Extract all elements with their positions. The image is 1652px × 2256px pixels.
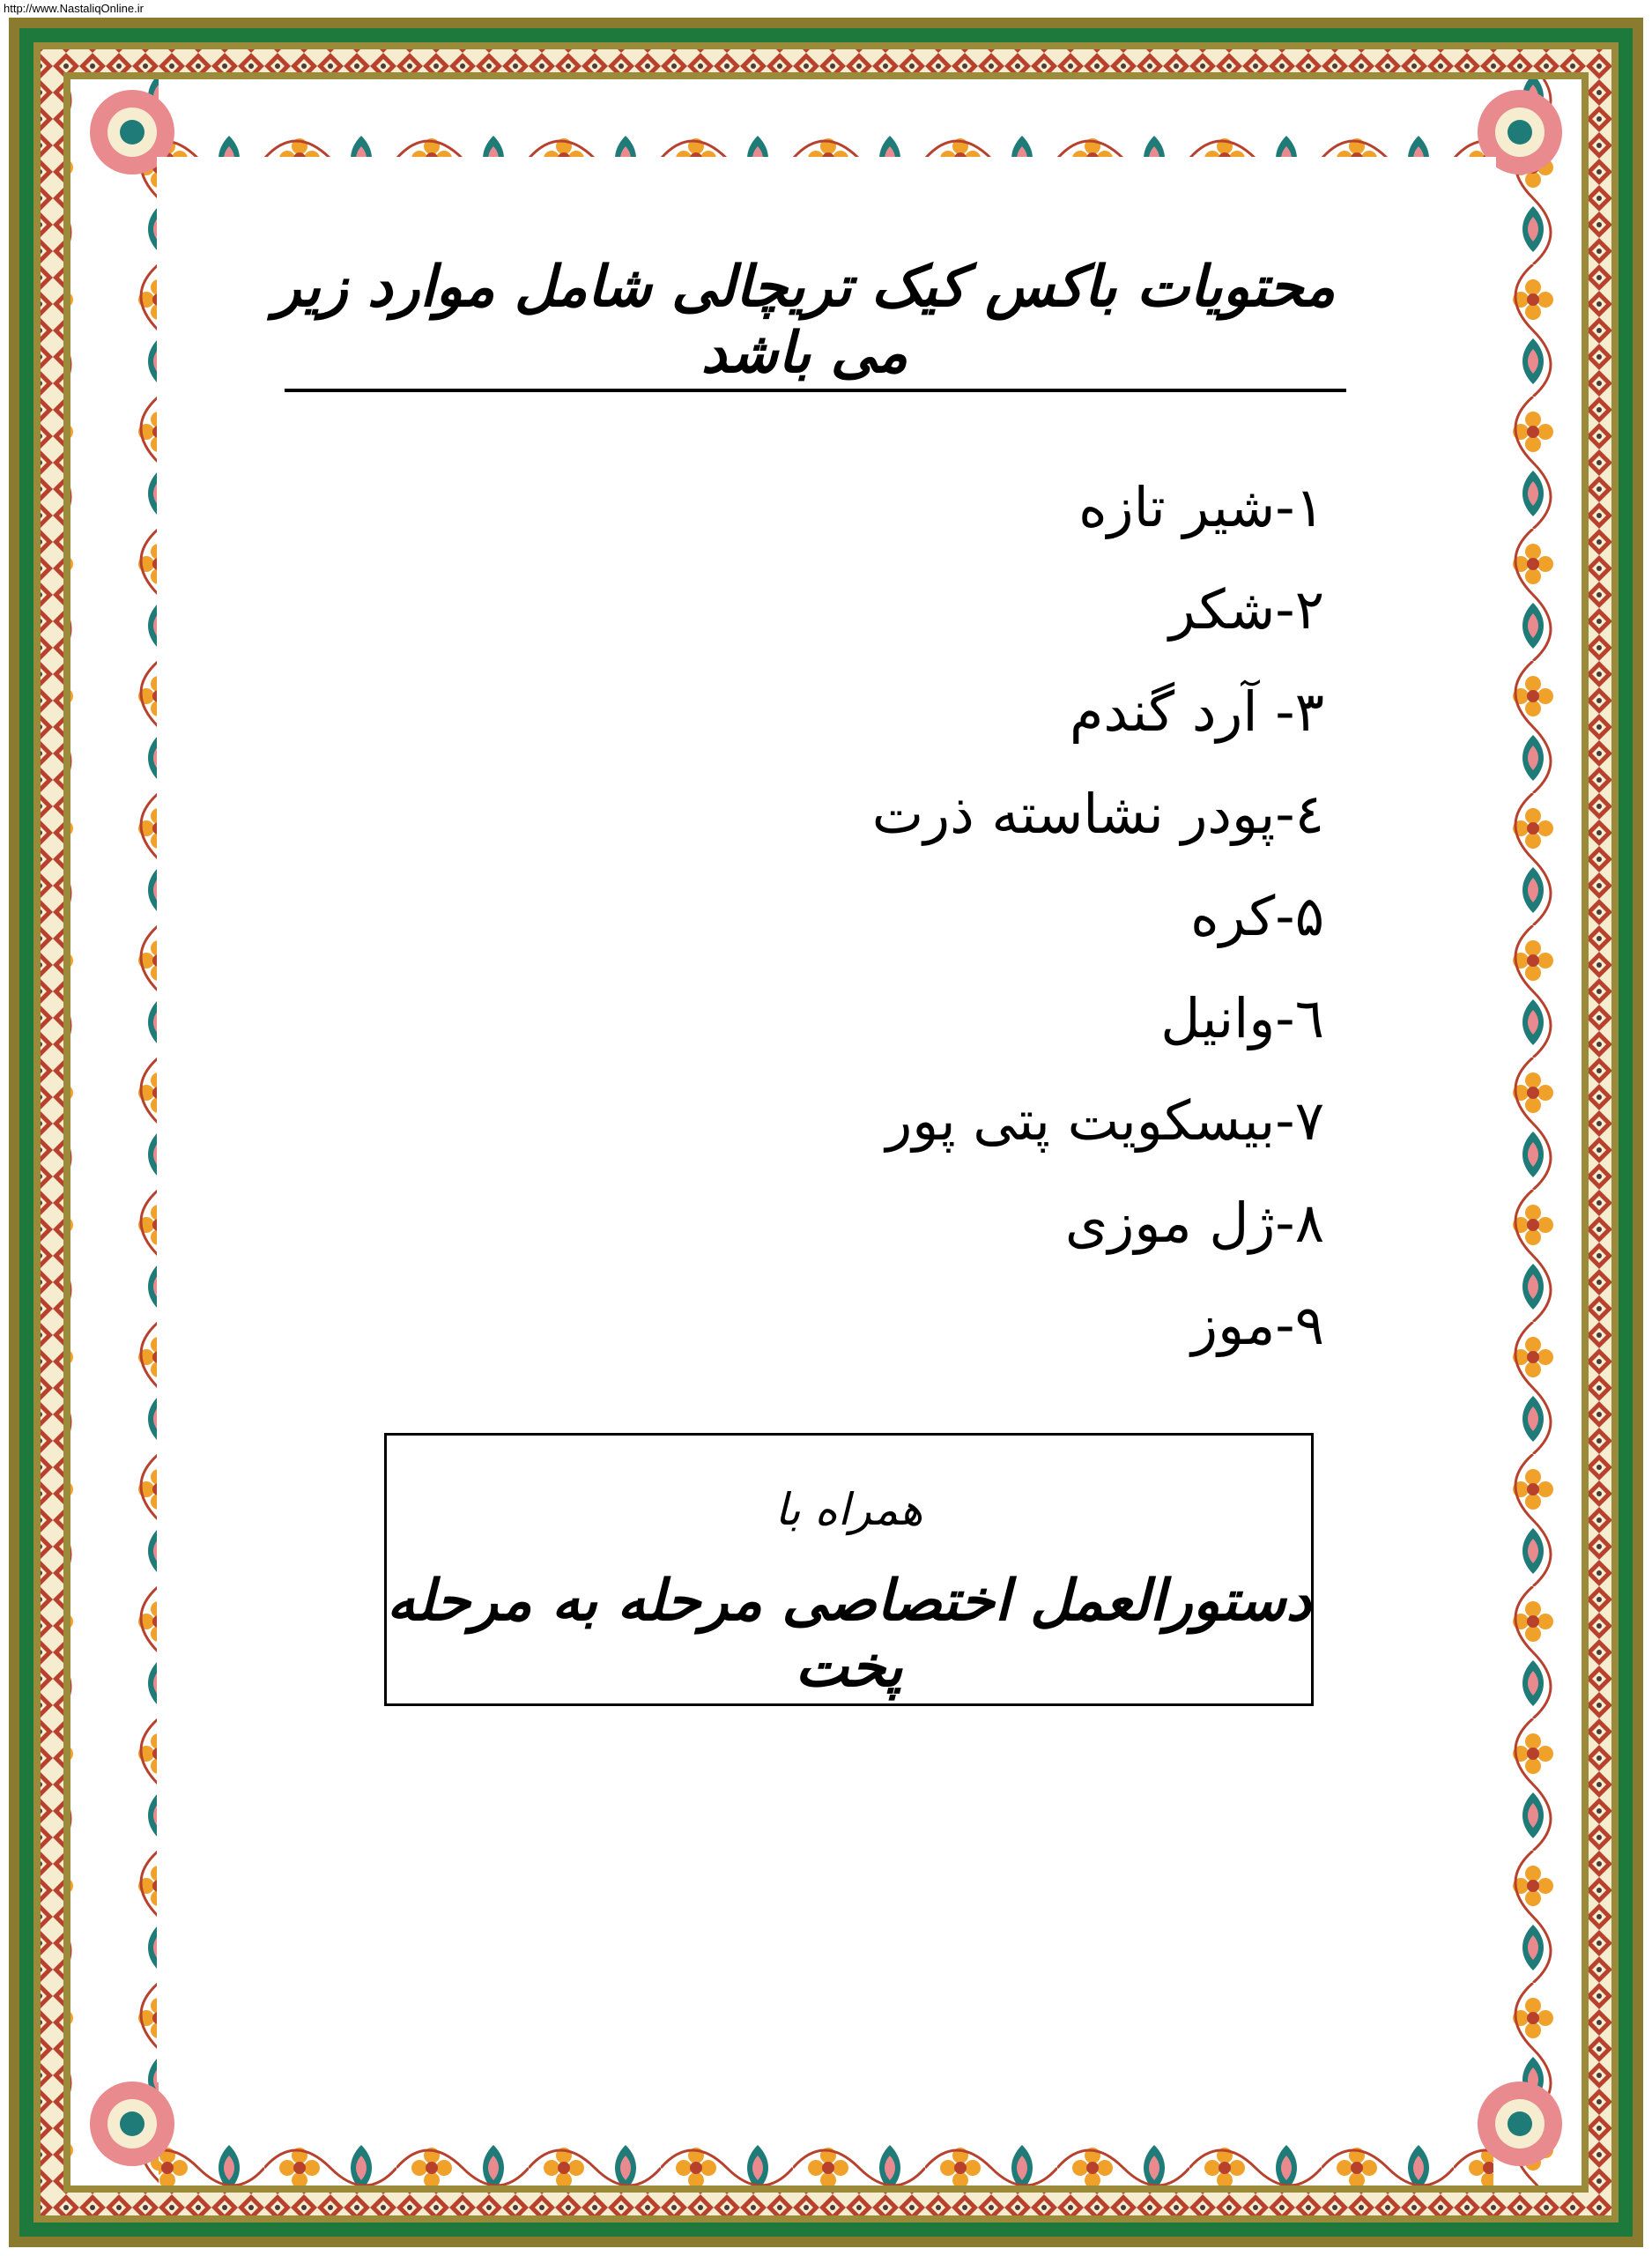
list-item: ۸-ژل موزی: [1064, 1191, 1324, 1255]
content-page: [157, 157, 1496, 2082]
list-item: ۳- آرد گندم: [1069, 679, 1324, 744]
list-item: ٦-وانیل: [1160, 986, 1324, 1050]
box-line-instructions: دستورالعمل اختصاصی مرحله به مرحله پخت: [387, 1568, 1311, 1700]
box-line-accompanied: همراه با: [774, 1484, 923, 1535]
list-item: ۵-کره: [1190, 884, 1324, 948]
list-item: ۹-موز: [1191, 1293, 1324, 1357]
page-title: محتویات باکس کیک تریچالی شامل موارد زیر می باشد: [273, 254, 1336, 386]
title-underline: [285, 389, 1346, 392]
list-item: ۱-شیر تازه: [1078, 475, 1324, 539]
list-item: ٤-پودر نشاسته ذرت: [871, 782, 1324, 846]
recipe-note-box: [384, 1433, 1314, 1706]
list-item: ۲-شکر: [1168, 577, 1324, 642]
ingredients-list: [872, 456, 1324, 1377]
list-item: ۷-بیسکویت پتی پور: [885, 1088, 1324, 1153]
source-url: http://www.NastaliqOnline.ir: [4, 2, 144, 15]
